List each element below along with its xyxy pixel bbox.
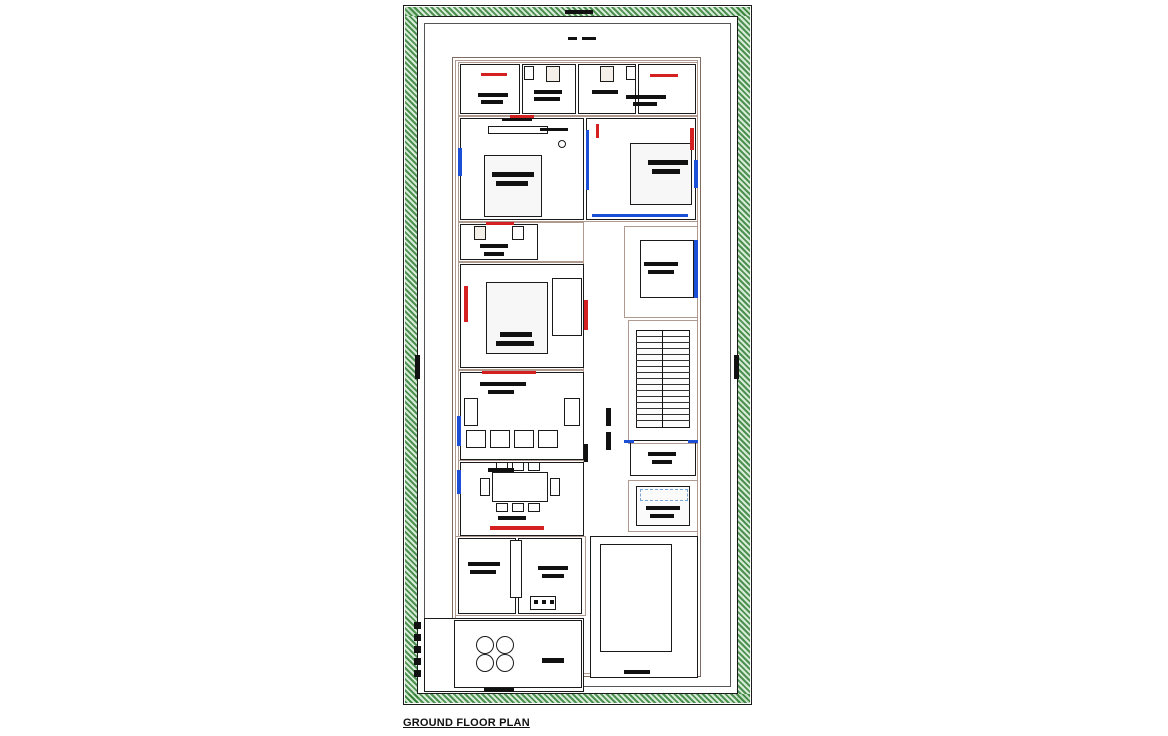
room-label-dining-b <box>498 516 526 520</box>
dim-mark-b <box>540 128 568 131</box>
room-label-bed-right-1b <box>652 169 680 174</box>
planter-4 <box>496 654 514 672</box>
room-label-bed-left-1 <box>492 172 534 177</box>
column-1 <box>606 408 611 426</box>
room-label-dining <box>488 468 514 472</box>
sofa-seat-1 <box>466 430 486 448</box>
dining-chair-6 <box>528 503 540 512</box>
room-label-bed-left-2 <box>500 332 532 337</box>
room-label-utility <box>538 566 568 570</box>
dim-label-top <box>565 10 593 14</box>
shower-2 <box>600 66 614 82</box>
sofa-right <box>564 398 580 426</box>
drawing-caption: GROUND FLOOR PLAN <box>403 717 530 729</box>
opening-living <box>482 371 536 374</box>
room-label-kitchen <box>468 562 500 566</box>
room-label-toilet-3b <box>484 252 504 256</box>
sofa-seat-2 <box>490 430 510 448</box>
car-outline <box>600 544 672 652</box>
sofa-left <box>464 398 478 426</box>
partition-blue-2 <box>592 214 688 217</box>
stair-railing <box>662 330 663 428</box>
dining-chair-7 <box>480 478 490 496</box>
dining-chair-3 <box>528 462 540 471</box>
room-label-bed-top-1 <box>534 90 562 94</box>
room-label-bed-top-2b <box>633 102 657 106</box>
room-label-living-b <box>488 390 514 394</box>
wash-counter <box>640 489 688 501</box>
room-label-bed-right-1 <box>648 160 688 165</box>
door-mark-2 <box>596 124 599 138</box>
shower-3 <box>474 226 486 240</box>
room-label-living <box>480 382 526 386</box>
door-lobby-2 <box>688 440 698 443</box>
room-label-store-b <box>648 270 674 274</box>
room-kitchen <box>458 538 516 614</box>
room-label-toilet-3 <box>480 244 508 248</box>
bed-1 <box>484 155 542 217</box>
room-label-wash-b <box>650 514 674 518</box>
window-mark-1 <box>690 128 694 150</box>
entry-dim-label <box>484 688 514 692</box>
room-toilet-1 <box>460 64 520 114</box>
room-label-utility-b <box>542 574 564 578</box>
kitchen-counter <box>510 540 522 598</box>
room-label-toilet-2 <box>592 90 618 94</box>
dining-chair-8 <box>550 478 560 496</box>
room-label-bed-top-2 <box>626 95 666 99</box>
planter-1 <box>476 636 494 654</box>
opening-dining <box>490 526 544 530</box>
dining-chair-5 <box>512 503 524 512</box>
dining-chair-4 <box>496 503 508 512</box>
dim-label-top-2 <box>568 37 577 40</box>
wardrobe-1 <box>488 126 548 134</box>
gate-mark-right <box>734 355 739 379</box>
wardrobe-2 <box>552 278 582 336</box>
dining-table <box>492 472 548 502</box>
room-label-lobby <box>648 452 676 456</box>
fixture-counter-1 <box>481 73 507 76</box>
room-store <box>640 240 694 298</box>
shower-1 <box>546 66 560 82</box>
partition-blue-1 <box>586 130 589 190</box>
room-label-bed-top-1b <box>534 97 560 101</box>
sofa-seat-3 <box>514 430 534 448</box>
room-label-bed-left-2b <box>496 341 534 346</box>
room-lobby <box>630 440 696 476</box>
planter-3 <box>476 654 494 672</box>
column-3 <box>584 444 588 462</box>
garden-inner <box>454 620 582 688</box>
wc-3 <box>512 226 524 240</box>
room-label-bed-left-1b <box>496 181 528 186</box>
column-2 <box>606 432 611 450</box>
window-living <box>457 416 461 446</box>
wc-1 <box>524 66 534 80</box>
room-label-kitchen-b <box>470 570 496 574</box>
window-left-1 <box>458 148 462 176</box>
bed-2 <box>630 143 692 205</box>
room-label-store <box>644 262 678 266</box>
fan-symbol-1 <box>558 140 566 148</box>
room-label-toilet-1b <box>481 100 503 104</box>
window-right-1 <box>694 160 698 188</box>
window-store <box>694 240 698 298</box>
window-right-2 <box>584 300 588 330</box>
door-mark-3 <box>486 222 514 225</box>
gate-mark-left <box>415 355 420 379</box>
room-label-parking <box>624 670 650 674</box>
room-label-toilet-1 <box>478 93 508 97</box>
sofa-seat-4 <box>538 430 558 448</box>
dim-label-top-3 <box>582 37 596 40</box>
door-lobby-1 <box>624 440 634 443</box>
room-bedroom-top-2 <box>638 64 696 114</box>
window-left-2 <box>464 286 468 322</box>
room-label-wash <box>646 506 680 510</box>
fixture-counter-2 <box>650 74 678 77</box>
dim-mark-a <box>502 118 532 121</box>
hedge-bottom <box>405 694 750 703</box>
planter-2 <box>496 636 514 654</box>
garden-label <box>542 658 564 663</box>
room-label-lobby-b <box>652 460 672 464</box>
window-dining <box>457 470 461 494</box>
wc-2 <box>626 66 636 80</box>
